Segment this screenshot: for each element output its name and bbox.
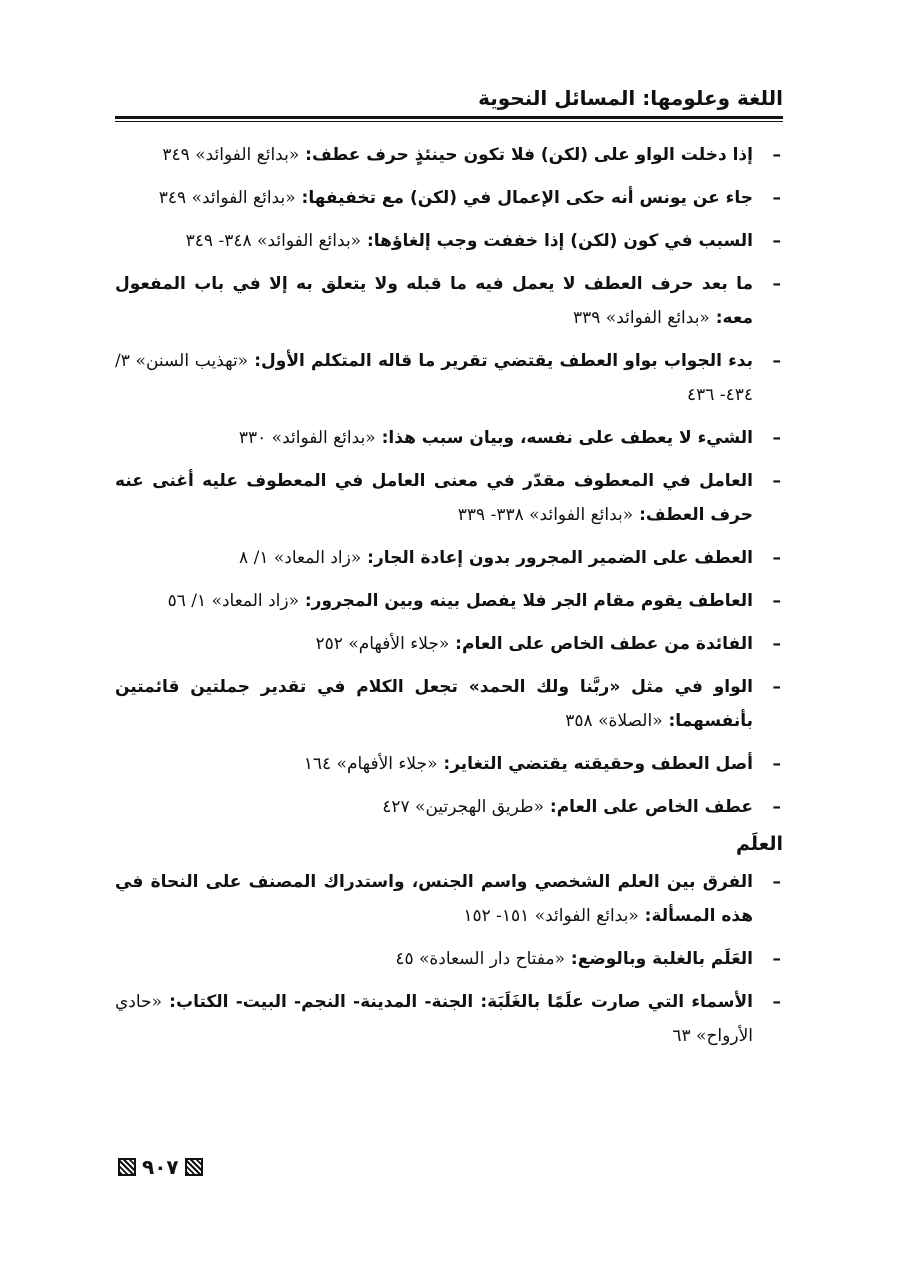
- index-entry: [115, 541, 783, 575]
- entry-source: «مفتاح دار السعادة» ٤٥: [395, 949, 566, 969]
- index-entry: [115, 627, 783, 661]
- page-footer: [118, 1154, 203, 1180]
- entry-source: «تهذيب السنن» ٣/ ٤٣٤- ٤٣٦: [115, 351, 753, 405]
- entry-text: العامل في المعطوف مقدّر في معنى العامل في المعطوف عليه أغنى عنه حرف العطف:: [115, 471, 753, 525]
- entry-dash: –: [772, 634, 781, 654]
- header-rule-thick: [115, 116, 783, 119]
- index-entry: [115, 584, 783, 618]
- index-entry: [115, 181, 783, 215]
- index-entry: [115, 267, 783, 335]
- entry-dash: –: [772, 591, 781, 611]
- ornament-icon: [118, 1158, 136, 1176]
- page-header: [115, 84, 783, 124]
- index-entry: [115, 421, 783, 455]
- entry-source: «بدائع الفوائد» ٣٣٠: [238, 428, 376, 448]
- entry-text: أصل العطف وحقيقته يقتضي التغاير:: [437, 754, 753, 774]
- entry-text: إذا دخلت الواو على (لكن) فلا تكون حينئذٍ حرف عطف:: [299, 145, 753, 165]
- entry-text: الشيء لا يعطف على نفسه، وبيان سبب هذا:: [375, 428, 753, 448]
- header-rule-thin: [115, 121, 783, 122]
- entry-dash: –: [772, 949, 781, 969]
- entry-source: «بدائع الفوائد» ٣٣٨- ٣٣٩: [457, 505, 634, 525]
- index-entry: [115, 670, 783, 738]
- entry-source: «زاد المعاد» ١/ ٨: [239, 548, 362, 568]
- entry-source: «بدائع الفوائد» ١٥١- ١٥٢: [463, 906, 639, 926]
- index-content: [115, 138, 783, 1062]
- entry-dash: –: [772, 797, 781, 817]
- entry-text: الأسماء التي صارت علَمًا بالغَلَبَة: الجنة- المدينة- النجم- البيت- الكتاب:: [161, 992, 753, 1012]
- entry-text: عطف الخاص على العام:: [543, 797, 753, 817]
- section-heading: العلَم: [735, 833, 783, 855]
- entry-dash: –: [772, 992, 781, 1012]
- entry-dash: –: [772, 231, 781, 251]
- index-entry: [115, 747, 783, 781]
- entry-source: «طريق الهجرتين» ٤٢٧: [382, 797, 544, 817]
- entry-dash: –: [772, 274, 781, 294]
- index-entry: [115, 224, 783, 258]
- entry-text: جاء عن يونس أنه حكى الإعمال في (لكن) مع تخفيفها:: [295, 188, 753, 208]
- entry-source: «زاد المعاد» ١/ ٥٦: [167, 591, 299, 611]
- entry-text: بدء الجواب بواو العطف يقتضي تقرير ما قاله المتكلم الأول:: [248, 351, 753, 371]
- entry-source: «حادي الأرواح» ٦٣: [115, 992, 753, 1046]
- entry-dash: –: [772, 677, 781, 697]
- entry-dash: –: [772, 548, 781, 568]
- entry-dash: –: [772, 188, 781, 208]
- entry-source: «بدائع الفوائد» ٣٤٩: [158, 188, 296, 208]
- page-number: ٩٠٧: [142, 1155, 179, 1179]
- index-entry: [115, 138, 783, 172]
- entry-source: «الصلاة» ٣٥٨: [565, 711, 663, 731]
- entry-text: الفرق بين العلم الشخصي واسم الجنس، واستدراك المصنف على النحاة في هذه المسألة:: [115, 872, 753, 926]
- index-entry: [115, 985, 783, 1053]
- entry-text: العَلَم بالغلبة وبالوضع:: [565, 949, 753, 969]
- entry-text: العطف على الضمير المجرور بدون إعادة الجار:: [361, 548, 753, 568]
- ornament-icon: [185, 1158, 203, 1176]
- entry-source: «جلاء الأفهام» ٢٥٢: [315, 634, 450, 654]
- running-header-title: اللغة وعلومها: المسائل النحوية: [478, 86, 783, 110]
- entry-dash: –: [772, 471, 781, 491]
- index-entry: [115, 344, 783, 412]
- entry-source: «بدائع الفوائد» ٣٤٩: [162, 145, 300, 165]
- entry-dash: –: [772, 754, 781, 774]
- index-entry: [115, 942, 783, 976]
- index-entry: [115, 865, 783, 933]
- entry-dash: –: [772, 428, 781, 448]
- entry-source: «بدائع الفوائد» ٣٣٩: [573, 308, 710, 328]
- entry-text: الفائدة من عطف الخاص على العام:: [449, 634, 753, 654]
- entry-dash: –: [772, 145, 781, 165]
- index-entry: [115, 464, 783, 532]
- entry-dash: –: [772, 872, 781, 892]
- entry-text: الواو في مثل «ربَّنا ولك الحمد» تجعل الكلام في تقدير جملتين قائمتين بأنفسهما:: [115, 677, 753, 731]
- entry-dash: –: [772, 351, 781, 371]
- index-entry: [115, 790, 783, 824]
- entry-text: السبب في كون (لكن) إذا خففت وجب إلغاؤها:: [361, 231, 753, 251]
- entry-source: «جلاء الأفهام» ١٦٤: [303, 754, 438, 774]
- entry-text: العاطف يقوم مقام الجر فلا يفصل بينه وبين المجرور:: [298, 591, 753, 611]
- entry-text: ما بعد حرف العطف لا يعمل فيه ما قبله ولا يتعلق به إلا في باب المفعول معه:: [115, 274, 753, 328]
- entry-source: «بدائع الفوائد» ٣٤٨- ٣٤٩: [185, 231, 362, 251]
